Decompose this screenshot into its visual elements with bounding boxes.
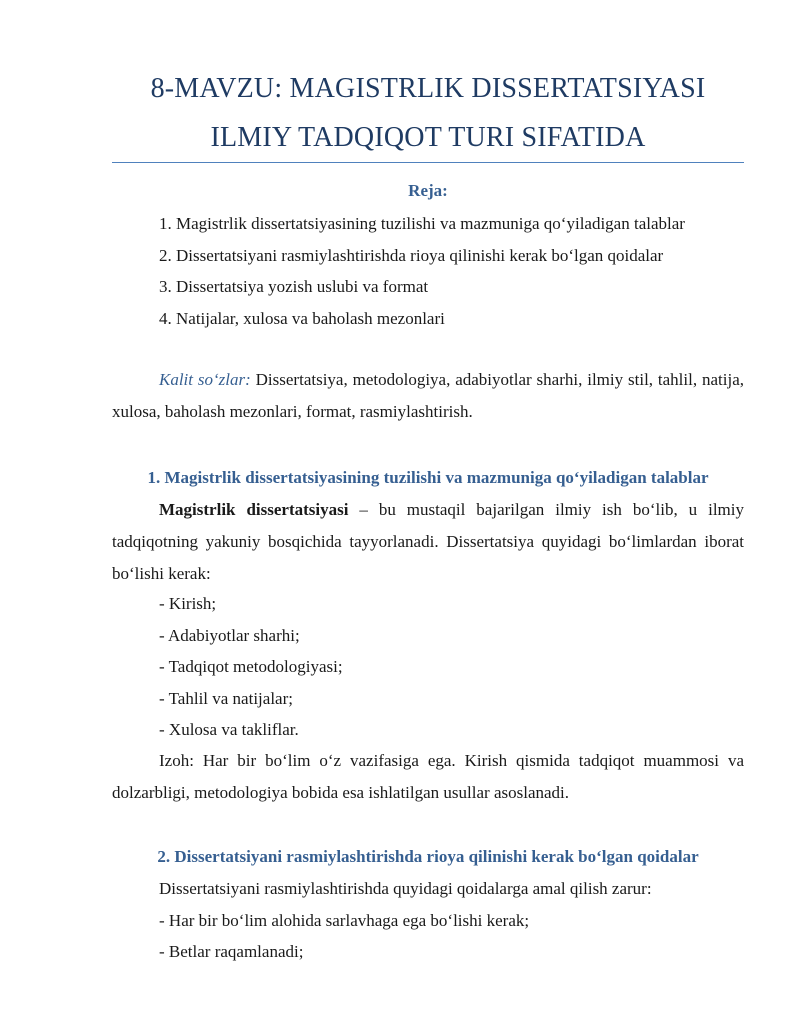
section-1-list-item: - Tahlil va natijalar;: [159, 689, 293, 708]
section-2-heading: 2. Dissertatsiyani rasmiylashtirishda rioya qilinishi kerak bo‘lgan qoidalar: [157, 847, 699, 866]
keywords-text: Dissertatsiya, metodologiya, adabiyotlar sharhi, ilmiy stil, tahlil, natija, xulosa, baholash mezonlari, format, rasmiylashtirish.: [112, 370, 744, 421]
keywords-paragraph: [112, 364, 744, 428]
plan-item: 2. Dissertatsiyani rasmiylashtirishda rioya qilinishi kerak bo‘lgan qoidalar: [159, 246, 664, 265]
section-1-heading: 1. Magistrlik dissertatsiyasining tuzilishi va mazmuniga qo‘yiladigan talablar: [147, 468, 709, 487]
section-1-list-item: - Kirish;: [159, 594, 217, 613]
section-2-list-item: - Har bir bo‘lim alohida sarlavhaga ega bo‘lishi kerak;: [159, 911, 530, 930]
plan-heading: Reja:: [408, 181, 448, 200]
section-1-intro-text: – bu mustaqil bajarilgan ilmiy ish bo‘lib, u ilmiy tadqiqotning yakuniy bosqichida tayyorlanadi. Dissertatsiya quyidagi bo‘limlardan iborat bo‘lishi kerak:: [112, 500, 744, 583]
section-2-intro: Dissertatsiyani rasmiylashtirishda quyidagi qoidalarga amal qilish zarur:: [159, 879, 652, 898]
section-1-term: Magistrlik dissertatsiyasi: [159, 500, 349, 519]
section-2-list-item: - Betlar raqamlanadi;: [159, 942, 304, 961]
section-1-list-item: - Xulosa va takliflar.: [159, 720, 299, 739]
section-1-intro: [112, 494, 744, 590]
document-title-line-2: ILMIY TADQIQOT TURI SIFATIDA: [210, 122, 646, 153]
plan-item: 1. Magistrlik dissertatsiyasining tuzilishi va mazmuniga qo‘yiladigan talablar: [159, 214, 685, 233]
title-divider: [112, 162, 744, 163]
section-1-list-item: - Tadqiqot metodologiyasi;: [159, 657, 343, 676]
section-1-note: [112, 745, 744, 809]
section-1-list-item: - Adabiyotlar sharhi;: [159, 626, 300, 645]
keywords-label: Kalit so‘zlar:: [159, 370, 251, 389]
section-1-note-text: Izoh: Har bir bo‘lim o‘z vazifasiga ega. Kirish qismida tadqiqot muammosi va dolzarbligi, metodologiya bobida esa ishlatilgan usullar asoslanadi.: [112, 751, 744, 802]
plan-item: 3. Dissertatsiya yozish uslubi va format: [159, 277, 429, 296]
plan-item: 4. Natijalar, xulosa va baholash mezonlari: [159, 309, 445, 328]
document-title-line-1: 8-MAVZU: MAGISTRLIK DISSERTATSIYASI: [150, 73, 706, 104]
